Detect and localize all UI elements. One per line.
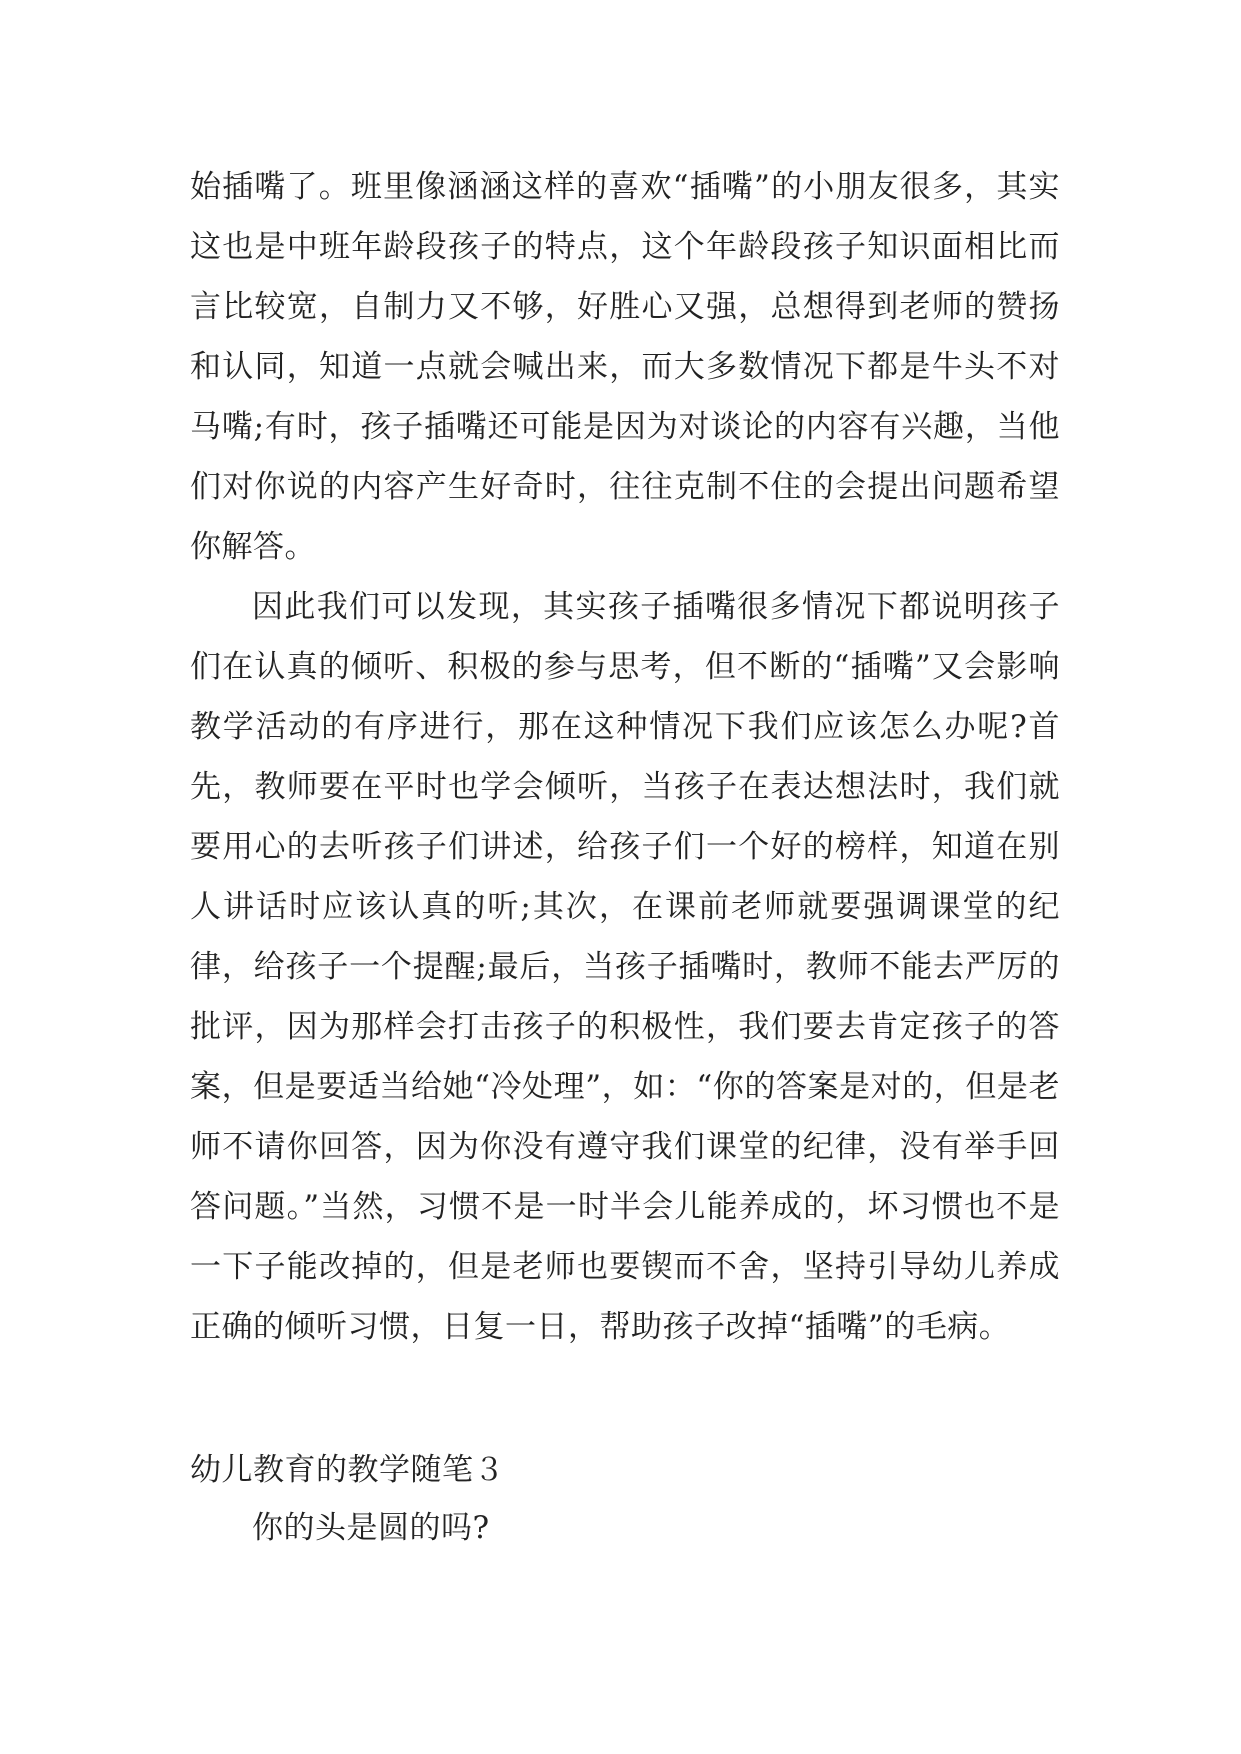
body-paragraph: 因此我们可以发现，其实孩子插嘴很多情况下都说明孩子们在认真的倾听、积极的参与思考，但不断的“插嘴”又会影响教学活动的有序进行，那在这种情况下我们应该怎么办呢?首先，教师要在平时也学会倾听，当孩子在表达想法时，我们就要用心的去听孩子们讲述，给孩子们一个好的榜样，知道在别人讲话时应该认真的听;其次，在课前老师就要强调课堂的纪律，给孩子一个提醒;最后，当孩子插嘴时，教师不能去严厉的批评，因为那样会打击孩子的积极性，我们要去肯定孩子的答案，但是要适当给她“冷处理”，如：“你的答案是对的，但是老师不请你回答，因为你没有遵守我们课堂的纪律，没有举手回答问题。”当然，习惯不是一时半会儿能养成的，坏习惯也不是一下子能改掉的，但是老师也要锲而不舍，坚持引导幼儿养成正确的倾听习惯，日复一日，帮助孩子改掉“插嘴”的毛病。	[190, 589, 1060, 1345]
body-paragraph: 始插嘴了。班里像涵涵这样的喜欢“插嘴”的小朋友很多，其实这也是中班年龄段孩子的特点，这个年龄段孩子知识面相比而言比较宽，自制力又不够，好胜心又强，总想得到老师的赞扬和认同，知道一点就会喊出来，而大多数情况下都是牛头不对马嘴;有时，孩子插嘴还可能是因为对谈论的内容有兴趣，当他们对你说的内容产生好奇时，往往克制不住的会提出问题希望你解答。	[190, 169, 1060, 565]
paragraph-block-1	[190, 157, 1060, 577]
section-first-line: 你的头是圆的吗?	[252, 1510, 490, 1546]
paragraph-block-2	[190, 577, 1060, 1357]
section-heading: 幼儿教育的教学随笔３	[190, 1452, 505, 1488]
